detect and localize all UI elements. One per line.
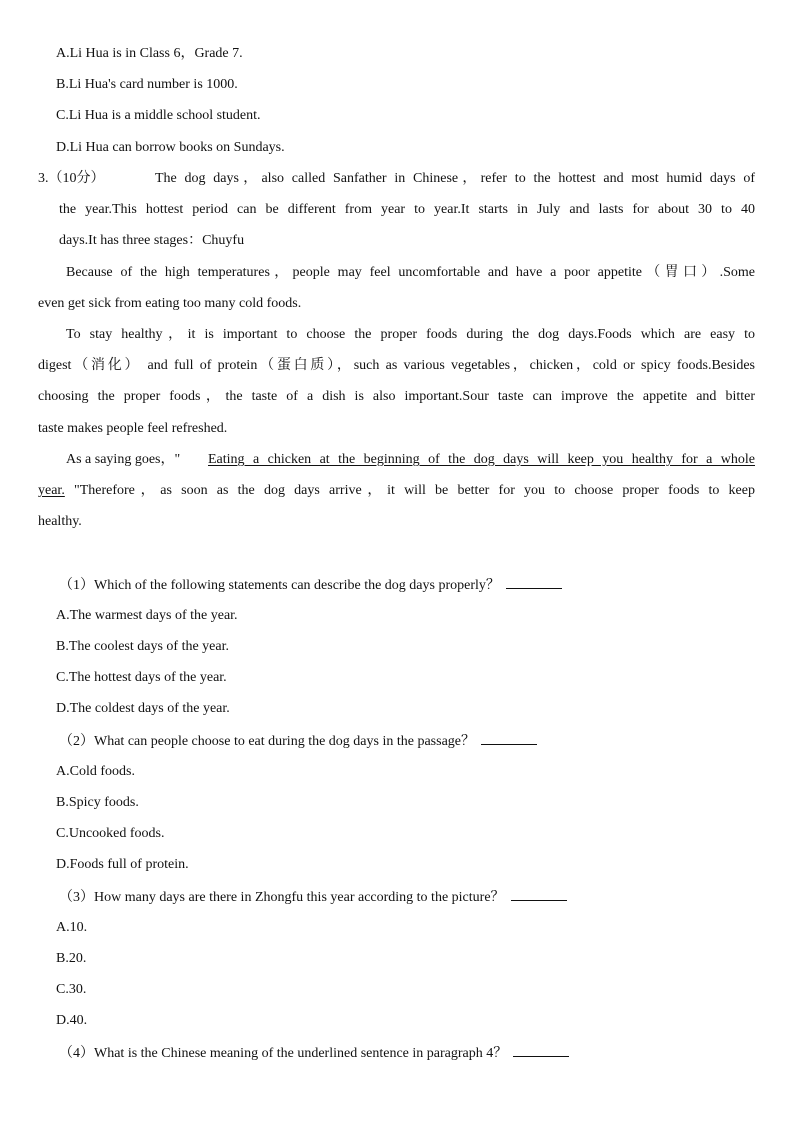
passage-p3-line2: digest（消化） and full of protein（蛋白质），such as various vegetables，chicken，cold or spicy foods.Besides — [38, 358, 755, 373]
question-2-option-d: D.Foods full of protein. — [56, 857, 189, 872]
question-3-option-b: B.20. — [56, 951, 87, 966]
question-3-option-c: C.30. — [56, 982, 87, 997]
passage-p3-line3: choosing the proper foods，the taste of a dish is also important.Sour taste can improve the appetite and bitter — [38, 389, 755, 404]
prev-option-a: A.Li Hua is in Class 6，Grade 7. — [56, 46, 243, 61]
question-2-option-c: C.Uncooked foods. — [56, 826, 165, 841]
answer-blank-4[interactable] — [513, 1044, 569, 1057]
question-2-option-b: B.Spicy foods. — [56, 795, 139, 810]
passage-p1-line1: The dog days，also called Sanfather in Chinese，refer to the hottest and most humid days of — [155, 171, 755, 186]
passage-p2-line1: Because of the high temperatures，people may feel uncomfortable and have a poor appetite（胃口）.Some — [66, 265, 755, 280]
passage-p1-line3: days.It has three stages：Chuyfu — [59, 233, 245, 248]
answer-blank-2[interactable] — [481, 732, 537, 745]
answer-blank-3[interactable] — [511, 888, 567, 901]
question-4-prompt: （4）What is the Chinese meaning of the underlined sentence in paragraph 4？ — [59, 1044, 569, 1063]
passage-p3-line4: taste makes people feel refreshed. — [38, 421, 228, 436]
passage-p4-lead: As a saying goes，" — [66, 452, 181, 467]
passage-p4-line2: "Therefore，as soon as the dog days arrive，it will be better for you to choose proper foods to keep — [74, 483, 755, 498]
question-3-prompt: （3）How many days are there in Zhongfu this year according to the picture？ — [59, 888, 567, 907]
underlined-sentence-part1: Eating a chicken at the beginning of the dog days will keep you healthy for a whole — [208, 452, 755, 467]
question-2-prompt: （2）What can people choose to eat during the dog days in the passage？ — [59, 732, 537, 751]
prev-option-b: B.Li Hua's card number is 1000. — [56, 77, 238, 92]
question-1-option-b: B.The coolest days of the year. — [56, 639, 230, 654]
question-1-option-a: A.The warmest days of the year. — [56, 608, 238, 623]
question-3-option-d: D.40. — [56, 1013, 88, 1028]
question-3-option-a: A.10. — [56, 920, 88, 935]
question-1-option-c: C.The hottest days of the year. — [56, 670, 227, 685]
prev-option-d: D.Li Hua can borrow books on Sundays. — [56, 140, 285, 155]
question-number: 3.（10分） — [38, 171, 105, 186]
underlined-sentence-part2: year. — [38, 483, 65, 498]
question-1-option-d: D.The coldest days of the year. — [56, 701, 230, 716]
passage-p4-line3: healthy. — [38, 514, 82, 529]
answer-blank-1[interactable] — [506, 576, 562, 589]
question-1-prompt: （1）Which of the following statements can describe the dog days properly？ — [59, 576, 562, 595]
prev-option-c: C.Li Hua is a middle school student. — [56, 108, 261, 123]
question-2-option-a: A.Cold foods. — [56, 764, 135, 779]
passage-p2-line2: even get sick from eating too many cold foods. — [38, 296, 302, 311]
passage-p1-line2: the year.This hottest period can be different from year to year.It starts in July and lasts for about 30 to 40 — [59, 202, 755, 217]
passage-p3-line1: To stay healthy，it is important to choose the proper foods during the dog days.Foods which are easy to — [66, 327, 755, 342]
